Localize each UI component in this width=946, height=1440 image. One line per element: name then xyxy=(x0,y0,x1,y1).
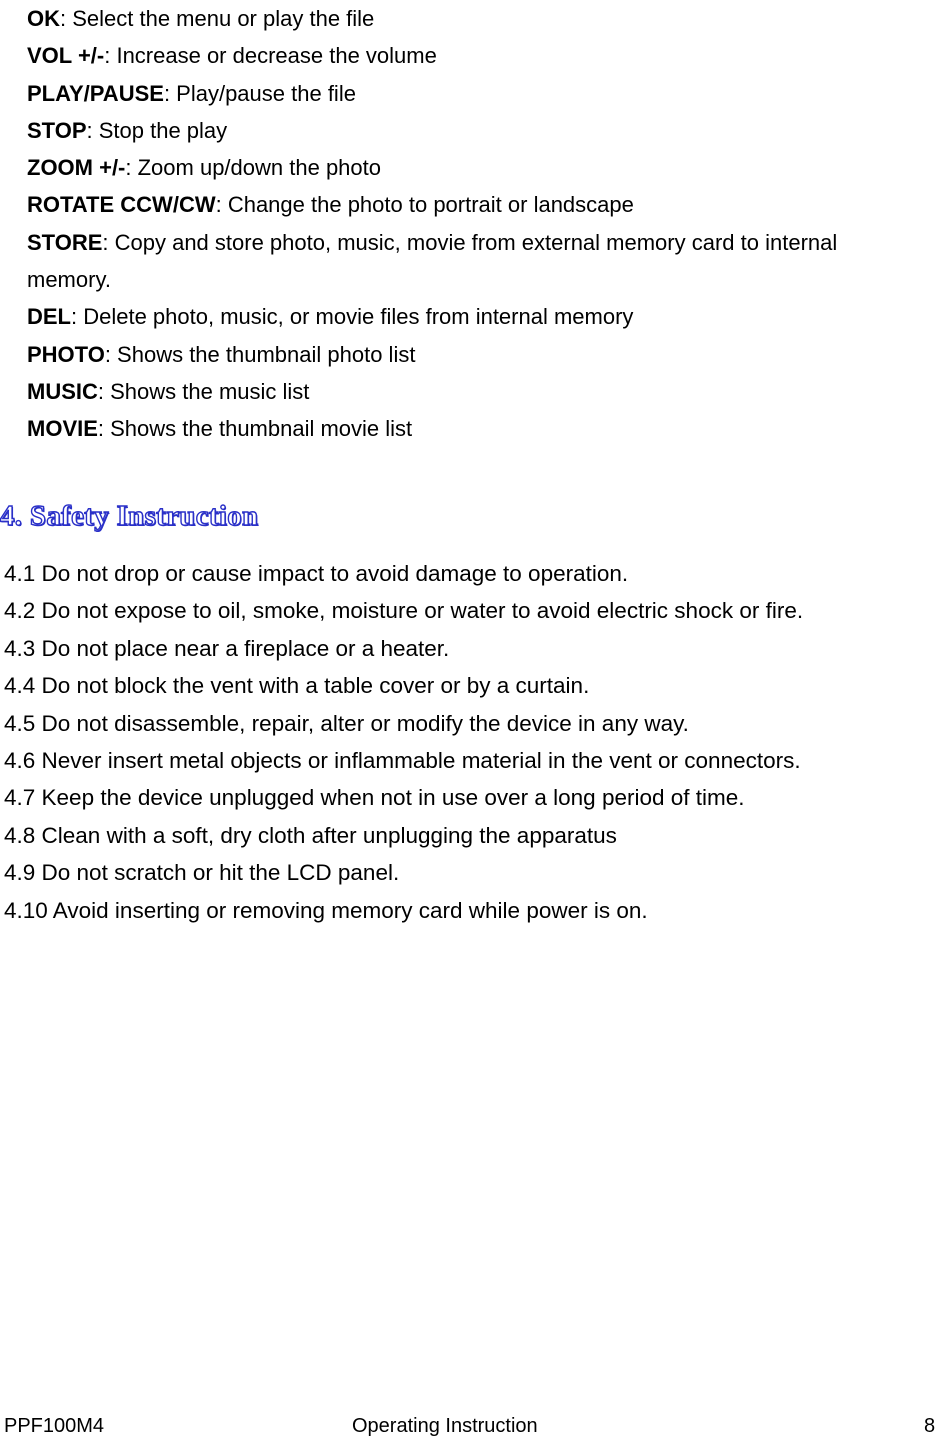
safety-item: 4.9 Do not scratch or hit the LCD panel. xyxy=(4,860,400,886)
key-term: PLAY/PAUSE xyxy=(27,80,164,106)
key-term: DEL xyxy=(27,304,71,330)
key-term: PHOTO xyxy=(27,341,105,367)
key-description: : Shows the music list xyxy=(97,378,310,404)
key-description: : Shows the thumbnail photo list xyxy=(104,341,416,367)
key-term: MOVIE xyxy=(27,416,98,442)
safety-item: 4.2 Do not expose to oil, smoke, moisture or water to avoid electric shock or fire. xyxy=(4,598,804,624)
safety-item: 4.5 Do not disassemble, repair, alter or modify the device in any way. xyxy=(4,710,689,736)
key-description: : Select the menu or play the file xyxy=(60,6,375,31)
key-item-rotate xyxy=(27,186,927,223)
footer-document-title: Operating Instruction xyxy=(352,1415,538,1437)
key-description: : Stop the play xyxy=(86,117,228,143)
key-description: : Increase or decrease the volume xyxy=(104,43,437,69)
key-description: : Shows the thumbnail movie list xyxy=(97,416,413,442)
key-item-music xyxy=(27,373,927,410)
key-item-zoom xyxy=(27,149,927,186)
section-heading: 4. Safety Instruction xyxy=(0,500,259,532)
footer-page-number: 8 xyxy=(924,1415,936,1437)
key-item-movie xyxy=(27,410,927,447)
safety-instruction-list xyxy=(4,555,944,929)
key-item-stop xyxy=(27,112,927,149)
key-term: ROTATE CCW/CW xyxy=(27,192,216,218)
key-item-vol xyxy=(27,37,927,74)
safety-item: 4.6 Never insert metal objects or inflammable material in the vent or connectors. xyxy=(4,748,801,774)
key-description: : Copy and store photo, music, movie from external memory card to internal memory. xyxy=(27,229,838,293)
safety-item: 4.1 Do not drop or cause impact to avoid damage to operation. xyxy=(4,561,629,586)
key-item-photo xyxy=(27,336,927,373)
safety-item: 4.4 Do not block the vent with a table cover or by a curtain. xyxy=(4,673,590,699)
safety-item: 4.10 Avoid inserting or removing memory card while power is on. xyxy=(4,897,648,923)
key-term: MUSIC xyxy=(27,378,98,404)
key-item-store xyxy=(27,224,887,299)
key-term: VOL +/- xyxy=(27,43,105,69)
key-term: STORE xyxy=(27,229,103,255)
key-description: : Change the photo to portrait or landscape xyxy=(215,192,634,218)
key-term: OK xyxy=(27,6,60,31)
key-item-play-pause xyxy=(27,75,927,112)
footer-model-number: PPF100M4 xyxy=(4,1415,105,1437)
key-term: ZOOM +/- xyxy=(27,155,126,181)
key-item-del xyxy=(27,298,927,335)
safety-item: 4.7 Keep the device unplugged when not in use over a long period of time. xyxy=(4,785,745,811)
key-function-list xyxy=(27,0,927,448)
key-description: : Zoom up/down the photo xyxy=(125,155,382,181)
key-item-ok xyxy=(27,0,927,37)
key-description: : Delete photo, music, or movie files from internal memory xyxy=(71,304,634,330)
key-description: : Play/pause the file xyxy=(163,80,356,106)
safety-item: 4.8 Clean with a soft, dry cloth after unplugging the apparatus xyxy=(4,822,617,848)
safety-item: 4.3 Do not place near a fireplace or a heater. xyxy=(4,635,450,661)
key-term: STOP xyxy=(27,117,87,143)
